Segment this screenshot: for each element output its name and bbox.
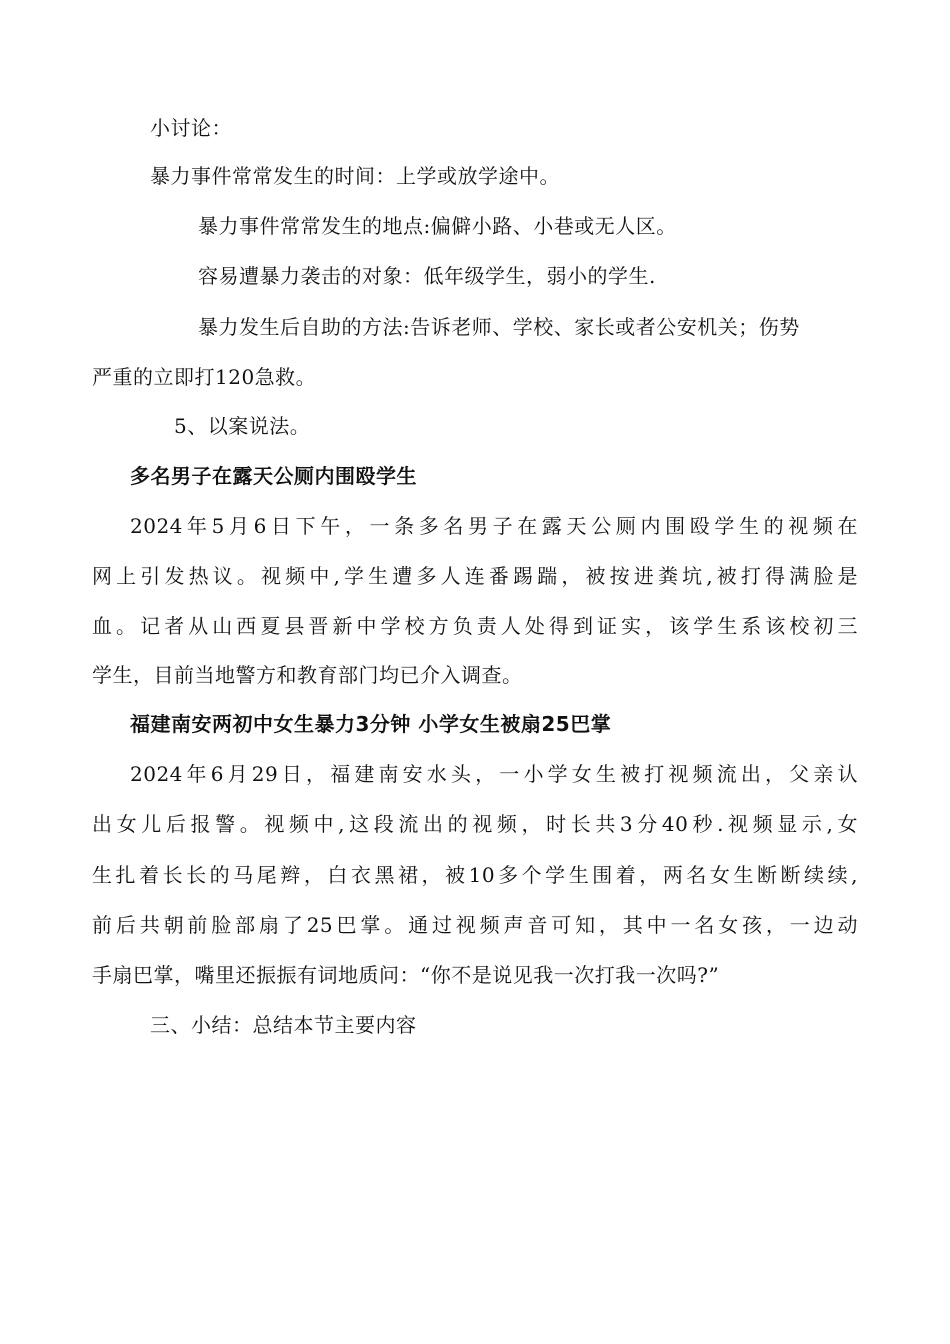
discussion-method-line2: 严重的立即打120急救。 — [92, 365, 317, 389]
case2-line: 生扎着长长的马尾辫，白衣黑裙，被10多个学生围着，两名女生断断续续, — [92, 863, 858, 887]
case1-title: 多名男子在露天公厕内围殴学生 — [130, 464, 417, 488]
case2-title: 福建南安两初中女生暴力3分钟 小学女生被扇25巴掌 — [130, 712, 612, 736]
case2-line: 出女儿后报警。视频中,这段流出的视频，时长共3分40秒.视频显示,女 — [92, 812, 858, 836]
discussion-target: 容易遭暴力袭击的对象：低年级学生，弱小的学生. — [198, 264, 656, 288]
case2-line: 前后共朝前脸部扇了25巴掌。通过视频声音可知，其中一名女孩，一边动 — [92, 913, 858, 937]
section5-heading: 5、以案说法。 — [174, 414, 311, 438]
case1-line: 2024年5月6日下午，一条多名男子在露天公厕内围殴学生的视频在 — [130, 514, 858, 538]
case1-line: 血。记者从山西夏县晋新中学校方负责人处得到证实，该学生系该校初三 — [92, 614, 858, 638]
discussion-place: 暴力事件常常发生的地点:偏僻小路、小巷或无人区。 — [198, 214, 677, 238]
case1-line: 学生，目前当地警方和教育部门均已介入调查。 — [92, 663, 523, 687]
summary-heading: 三、小结：总结本节主要内容 — [150, 1013, 417, 1037]
discussion-time: 暴力事件常常发生的时间：上学或放学途中。 — [150, 164, 560, 188]
discussion-method-line1: 暴力发生后自助的方法:告诉老师、学校、家长或者公安机关；伤势 — [198, 315, 800, 339]
case2-line: 手扇巴掌，嘴里还振振有词地质问：“你不是说见我一次打我一次吗?” — [92, 963, 720, 987]
discussion-heading: 小讨论： — [150, 116, 232, 140]
case1-line: 网上引发热议。视频中,学生遭多人连番踢踹，被按进粪坑,被打得满脸是 — [92, 564, 858, 588]
case2-line: 2024年6月29日，福建南安水头，一小学女生被打视频流出，父亲认 — [130, 762, 858, 786]
